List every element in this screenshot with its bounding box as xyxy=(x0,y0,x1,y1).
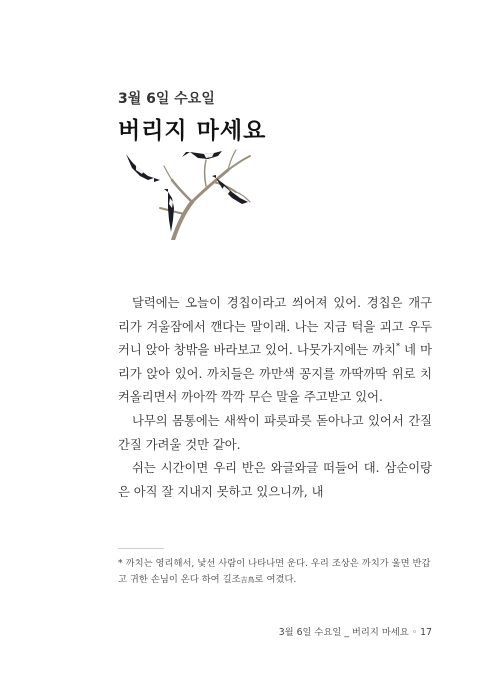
magpies-on-branch-icon xyxy=(118,140,268,240)
magpie-right-icon xyxy=(212,175,248,204)
footnote-text-b: 로 여겼다. xyxy=(254,574,297,585)
footnote-text-a: * 까치는 영리해서, 낯선 사람이 나타나면 운다. 우리 조상은 까치가 울면 반갑고 귀한 손님이 온다 하여 길조 xyxy=(118,558,431,585)
paragraph-1 xyxy=(118,292,432,410)
magpie-left-icon xyxy=(126,154,160,182)
magpie-lower-icon xyxy=(164,189,174,232)
page-title: 버리지 마세요 xyxy=(118,118,267,144)
body-text xyxy=(118,292,432,504)
paragraph-2: 나무의 몸통에는 새싹이 파릇파릇 돋아나고 있어서 간질간질 가려울 것만 같아. xyxy=(118,413,432,452)
paragraph-3: 쉬는 시간이면 우리 반은 와글와글 떠들어 대. 삼순이랑은 아직 잘 지내지 못하고 있으니까, 내 xyxy=(118,461,432,499)
date-heading: 3월 6일 수요일 xyxy=(118,91,215,107)
footnote-marker: * xyxy=(396,342,401,352)
running-footer: 3월 6일 수요일 _ 버리지 마세요 ◦ 17 xyxy=(278,627,432,638)
footnote-hanja: 吉鳥 xyxy=(240,576,255,584)
magpie-top-icon xyxy=(182,151,222,159)
paragraph-1-text-b: 네 마리가 앉아 있어. 까치들은 까만색 꽁지를 까딱까딱 위로 치켜올리면서 까아깍 깍깍 무슨 말을 주고받고 있어. xyxy=(118,343,432,405)
footnote xyxy=(118,556,432,588)
tree-branches xyxy=(160,150,250,240)
footnote-divider xyxy=(118,548,164,549)
paragraph-1-text-a: 달력에는 오늘이 경칩이라고 씌어져 있어. 경칩은 개구리가 겨울잠에서 깬다는 말이래. 나는 지금 턱을 괴고 우두커니 앉아 창밖을 바라보고 있어. 나뭇가지에는 까치 xyxy=(118,296,432,358)
